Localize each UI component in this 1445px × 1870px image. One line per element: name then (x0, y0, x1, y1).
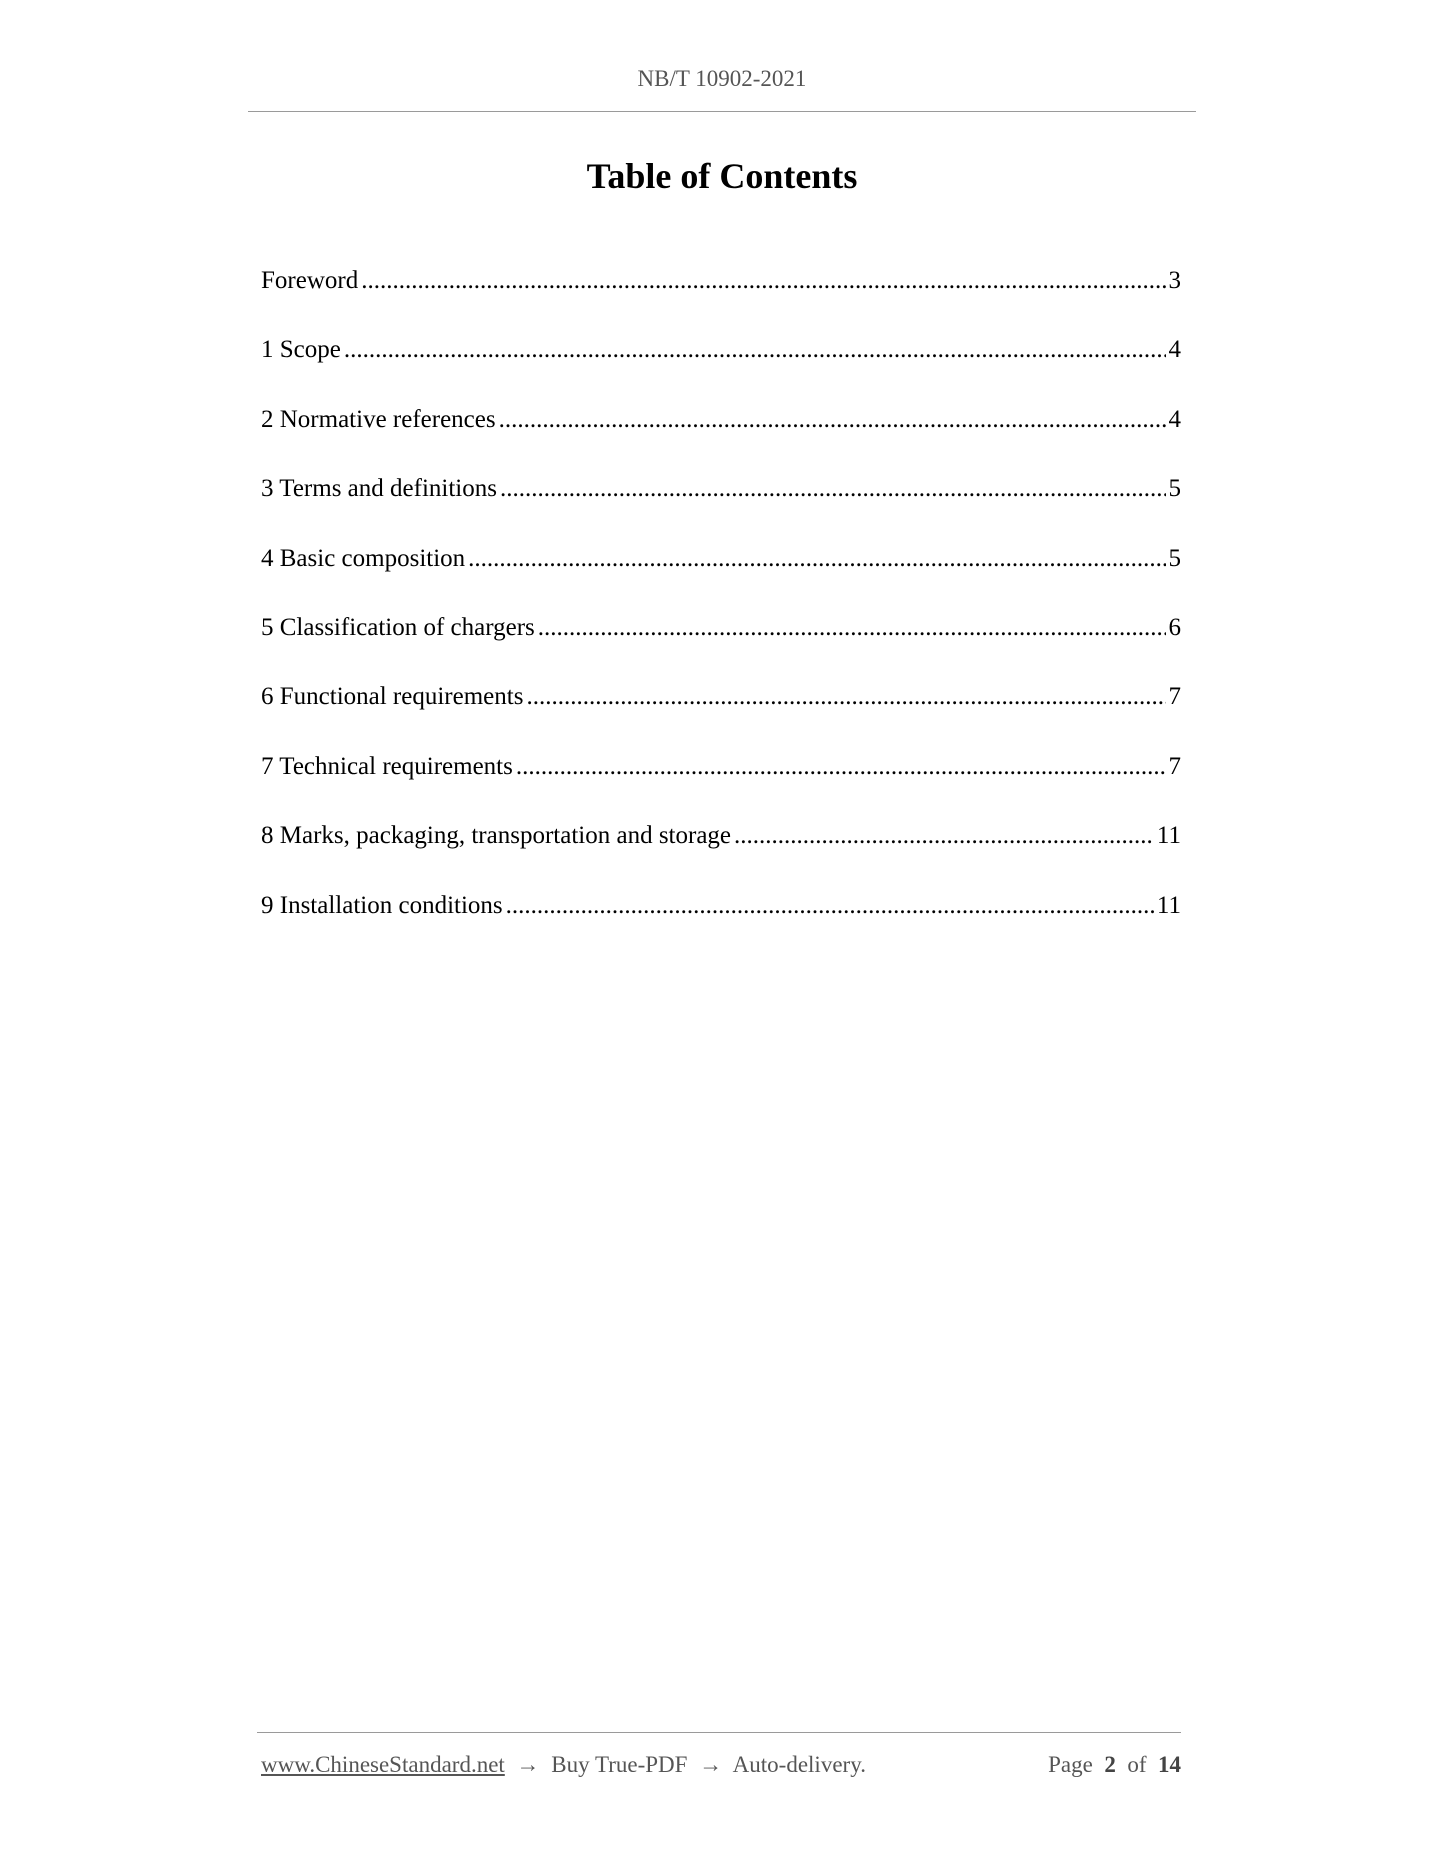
total-page-count: 14 (1158, 1752, 1181, 1777)
toc-entry-basic-composition[interactable] (261, 540, 1181, 609)
toc-entry-foreword[interactable] (261, 262, 1181, 331)
toc-dot-leader (468, 540, 1165, 578)
header-divider (248, 111, 1196, 112)
toc-dot-leader (538, 609, 1166, 647)
toc-entry-label: 1 Scope (261, 336, 341, 364)
toc-entry-label: 5 Classification of chargers (261, 613, 535, 641)
toc-entry-functional-requirements[interactable] (261, 678, 1181, 747)
toc-entry-page: 11 (1156, 891, 1181, 919)
toc-entry-label: 2 Normative references (261, 405, 496, 433)
page-word: Page (1048, 1752, 1093, 1777)
toc-entry-normative-references[interactable] (261, 401, 1181, 470)
toc-entry-page: 3 (1168, 267, 1181, 294)
auto-delivery-text: Auto-delivery. (732, 1752, 866, 1777)
toc-entry-scope[interactable] (261, 331, 1181, 400)
arrow-right-icon: → (699, 1752, 723, 1777)
page-title: Table of Contents (586, 156, 858, 196)
toc-dot-leader (516, 748, 1166, 786)
toc-dot-leader (500, 470, 1166, 508)
toc-dot-leader (344, 331, 1166, 369)
site-link[interactable]: www.ChineseStandard.net (261, 1752, 505, 1777)
current-page-number: 2 (1104, 1752, 1116, 1777)
document-number-header: NB/T 10902-2021 (637, 66, 807, 91)
toc-dot-leader (499, 401, 1166, 439)
toc-entry-page: 4 (1168, 336, 1181, 364)
toc-entry-installation-conditions[interactable] (261, 887, 1181, 956)
toc-entry-page: 7 (1168, 683, 1181, 711)
toc-entry-label: Foreword (261, 267, 359, 294)
toc-entry-technical-requirements[interactable] (261, 748, 1181, 817)
toc-entry-marks-packaging[interactable] (261, 817, 1181, 886)
buy-pdf-text: Buy True-PDF (551, 1752, 688, 1777)
toc-entry-label: 4 Basic composition (261, 544, 466, 572)
toc-entry-terms-and-definitions[interactable] (261, 470, 1181, 539)
toc-entry-label: 6 Functional requirements (261, 683, 524, 711)
of-word: of (1127, 1752, 1147, 1777)
page-footer (261, 1748, 1181, 1782)
toc-entry-page: 6 (1168, 613, 1181, 641)
toc-entry-page: 11 (1156, 822, 1181, 850)
toc-entry-label: 8 Marks, packaging, transportation and storage (261, 822, 732, 850)
page-indicator (1048, 1748, 1181, 1782)
toc-entry-page: 7 (1168, 752, 1181, 780)
toc-entry-page: 4 (1168, 405, 1181, 433)
arrow-right-icon: → (516, 1752, 540, 1777)
table-of-contents (261, 262, 1181, 956)
toc-entry-page: 5 (1168, 544, 1181, 572)
toc-entry-classification-of-chargers[interactable] (261, 609, 1181, 678)
footer-promo (261, 1748, 866, 1782)
toc-entry-page: 5 (1168, 475, 1181, 503)
footer-divider (257, 1732, 1181, 1733)
toc-dot-leader (526, 678, 1165, 716)
toc-entry-label: 7 Technical requirements (261, 752, 513, 780)
toc-entry-label: 3 Terms and definitions (261, 475, 497, 503)
toc-dot-leader (734, 817, 1154, 855)
toc-entry-label: 9 Installation conditions (261, 891, 503, 919)
toc-dot-leader (506, 887, 1154, 925)
toc-dot-leader (361, 262, 1165, 300)
